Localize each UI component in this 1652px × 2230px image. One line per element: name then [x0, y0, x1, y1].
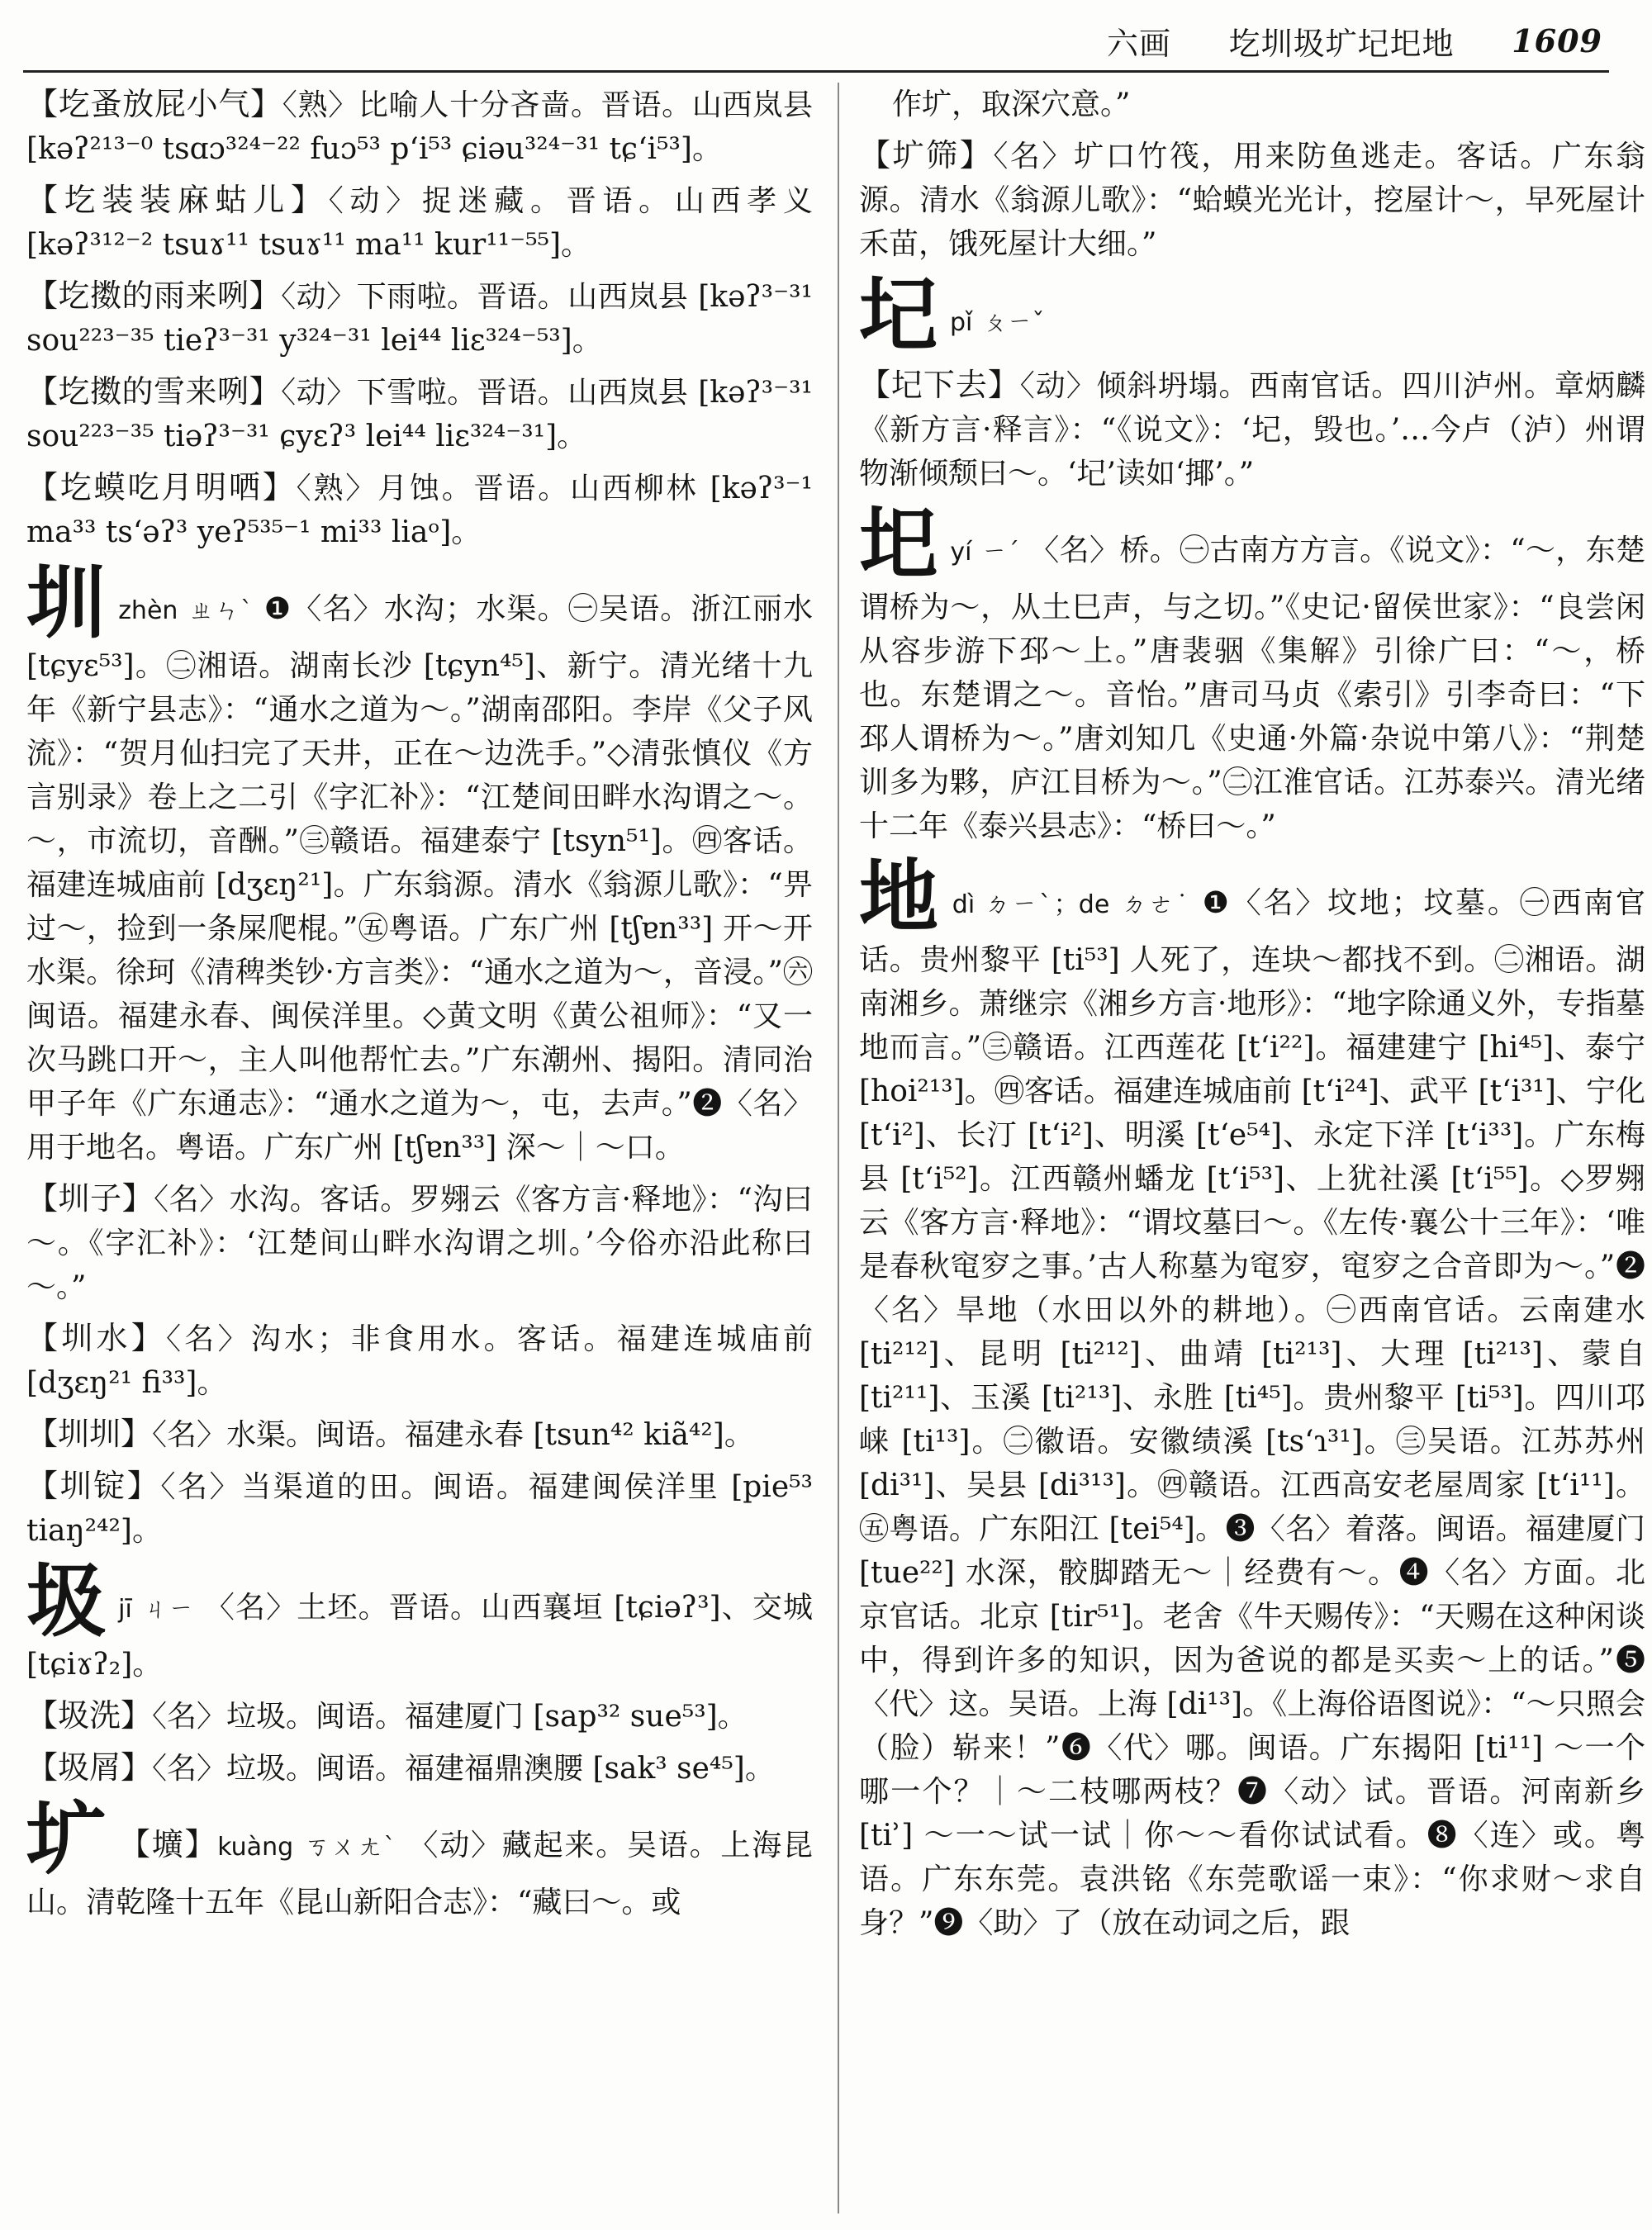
- definition: 〈动〉藏起来。吴语。上海昆山。清乾隆十五年《昆山新阳合志》：“藏曰～。或: [26, 1829, 813, 1919]
- headword: 【圾屑】: [26, 1749, 153, 1786]
- char-entry-ji: [26, 1554, 814, 1687]
- headword: 【圳水】: [26, 1320, 167, 1356]
- definition: 〈名〉当渠道的田。闽语。福建闽侯洋里 [pie⁵³ tiaŋ²⁴²]。: [26, 1470, 813, 1548]
- headword: 【圳子】: [26, 1180, 154, 1217]
- entry-zhentuan: [26, 1412, 813, 1457]
- definition: 〈动〉倾斜坍塌。西南官话。四川泸州。章炳麟《新方言·释言》：“《说文》：‘圮，毁也。’…今卢（泸）州谓物渐倾颓曰～。‘圮’读如‘揶’。”: [859, 369, 1645, 491]
- definition: 〈动〉捉迷藏。晋语。山西孝义 [kəʔ³¹²⁻² tsuɤ¹¹ tsuɤ¹¹ ma¹¹ kur¹¹⁻⁵⁵]。: [26, 184, 813, 262]
- headword: 【圾洗】: [26, 1697, 153, 1734]
- pinyin: yí: [950, 538, 972, 567]
- traditional-form: 【壙】: [118, 1826, 218, 1862]
- entry-gezao: [26, 83, 813, 171]
- header-section: 六画: [1107, 25, 1172, 62]
- headword: 【圪蟆吃月明哂】: [26, 469, 297, 505]
- pinyin: jī: [118, 1595, 132, 1624]
- definition: 〈名〉垃圾。闽语。福建福鼎澳腰 [sak³ se⁴⁵]。: [152, 1752, 775, 1786]
- definition: 〈熟〉月蚀。晋语。山西柳林 [kəʔ³⁻¹ ma³³ tsʻəʔ³ yeʔ⁵³⁵⁻¹ mi³³ liaᵒ]。: [26, 472, 813, 549]
- headword: 【圪擞的雨来咧】: [26, 278, 282, 314]
- pinyin: dì ㄉㄧˋ；de: [952, 890, 1110, 919]
- running-header: [1107, 17, 1602, 64]
- entry-gema: [26, 466, 813, 554]
- entry-pixiaqu: [859, 363, 1645, 496]
- headword: 【圪装装麻蛄儿】: [26, 182, 329, 218]
- entry-jixie: [26, 1746, 813, 1791]
- char-entry-pi: [859, 268, 1645, 361]
- definition: 〈名〉水沟。客话。罗翙云《客方言·释地》：“沟曰～。《字汇补》：‘江楚间山畔水沟谓之圳。’今俗亦沿此称曰～。”: [26, 1183, 813, 1304]
- char-entry-zhen: [26, 556, 814, 1170]
- definition: 〈名〉沟水；非食用水。客话。福建连城庙前 [dʒɛŋ²¹ fi³³]。: [26, 1322, 813, 1400]
- left-column: [26, 83, 813, 1932]
- definition: 〈名〉垃圾。闽语。福建厦门 [sap³² sue⁵³]。: [152, 1700, 748, 1734]
- definition: 〈动〉下雨啦。晋语。山西岚县 [kəʔ³⁻³¹ sou²²³⁻³⁵ tieʔ³⁻³¹ y³²⁴⁻³¹ lei⁴⁴ liɛ³²⁴⁻⁵³]。: [26, 280, 813, 358]
- header-chars: 圪圳圾圹圮圯地: [1228, 25, 1455, 62]
- page-number: 1609: [1512, 21, 1602, 59]
- headword: 【圪擞的雪来咧】: [26, 373, 282, 410]
- definition: 〈动〉下雪啦。晋语。山西岚县 [kəʔ³⁻³¹ sou²²³⁻³⁵ tiəʔ³⁻³¹ ɕyɛʔ³ lei⁴⁴ liɛ³²⁴⁻³¹]。: [26, 376, 813, 453]
- right-column: [859, 83, 1645, 1952]
- entry-jixi: [26, 1694, 813, 1739]
- headword: 【圪蚤放屁小气】: [26, 86, 282, 122]
- zhuyin: ㄐㄧ: [141, 1595, 195, 1624]
- definition: ❶〈名〉水沟；水渠。㊀吴语。浙江丽水 [tɕyɛ⁵³]。㊁湘语。湖南长沙 [tɕyn⁴⁵]、新宁。清光绪十九年《新宁县志》：“通水之道为～。”湖南邵阳。李岸《父子风流》：“贺月仙扫完了天井，正在～边洗手。”◇清张慎仪《方言别录》卷上之二引《字汇补》：“江楚间田畔水沟谓之～。～，市流切，音酬。”㊂赣语。福建泰宁 [tsyn⁵¹]。㊃客话。福建连城庙前 [dʒɛŋ²¹]。广东翁源。清水《翁源儿歌》：“畀过～，捡到一条屎爬棍。”㊄粤语。广东广州 [tʃɐn³³] 开～开水渠。徐珂《清稗类钞·方言类》：“通水之道为～，音浸。”㊅闽语。福建永春、闽侯洋里。◇黄文明《黄公祖师》：“又一次马跳口开～，主人叫他帮忙去。”广东潮州、揭阳。清同治甲子年《广东通志》：“通水之道为～，屯，去声。”❷〈名〉用于地名。粤语。广东广州 [tʃɐn³³] 深～｜～口。: [26, 592, 814, 1165]
- char-entry-kuang: [26, 1792, 813, 1924]
- entry-gesou-yu: [26, 274, 813, 363]
- zhuyin: ㄆㄧˇ: [982, 308, 1045, 337]
- char-headword: 圯: [859, 497, 939, 591]
- headword: 【圹筛】: [859, 137, 994, 173]
- pinyin: kuàng: [217, 1833, 294, 1862]
- definition: 作圹，取深穴意。”: [892, 88, 1131, 121]
- entry-continued: [859, 83, 1645, 126]
- definition: ❶〈名〉坟地；坟墓。㊀西南官话。贵州黎平 [ti⁵³] 人死了，连块～都找不到。㊁湘语。湖南湘乡。萧继宗《湘乡方言·地形》：“地字除通义外，专指墓地而言。”㊂赣语。江西莲花 [tʻi²²]。福建建宁 [hi⁴⁵]、泰宁 [hoi²¹³]。㊃客话。福建连城庙前 [tʻi²⁴]、武平 [tʻi³¹]、宁化 [tʻi²]、长汀 [tʻi²]、明溪 [tʻe⁵⁴]、永定下洋 [tʻi³³]。广东梅县 [tʻi⁵²]。江西赣州蟠龙 [tʻi⁵³]、上犹社溪 [tʻi⁵⁵]。◇罗翙云《客方言·释地》：“谓坟墓曰～。《左传·襄公十三年》：‘唯是春秋窀穸之事。’古人称墓为窀穸，窀穸之合音即为～。”❷〈名〉旱地（水田以外的耕地）。㊀西南官话。云南建水 [ti²¹²]、昆明 [ti²¹²]、曲靖 [ti²¹³]、大理 [ti²¹³]、蒙自 [ti²¹¹]、玉溪 [ti²¹³]、永胜 [ti⁴⁵]。贵州黎平 [ti⁵³]。四川邛崃 [ti¹³]。㊁徽语。安徽绩溪 [tsʻɿ³¹]。㊂吴语。江苏苏州 [di³¹]、吴县 [di³¹³]。㊃赣语。江西高安老屋周家 [tʻi¹¹]。㊄粤语。广东阳江 [tei⁵⁴]。❸〈名〉着落。闽语。福建厦门 [tue²²] 水深，骹脚踏无～｜经费有～。❹〈名〉方面。北京官话。北京 [tir⁵¹]。老舍《牛天赐传》：“天赐在这种闲谈中，得到许多的知识，因为爸说的都是买卖～上的话。”❺〈代〉这。吴语。上海 [di¹³]。《上海俗语图说》：“～只照会（脸）崭来！”❻〈代〉哪。闽语。广东揭阳 [ti¹¹] ～一个哪一个？｜～二枝哪两枝？❼〈动〉试。晋语。河南新乡 [tiʾ] ～一～试一试｜你～～看你试试看。❽〈连〉或。粤语。广东东莞。袁洪铭《东莞歌谣一束》：“你求财～求自身？”❾〈助〉了（放在动词之后，跟: [859, 886, 1646, 1940]
- definition: 〈名〉水渠。闽语。福建永春 [tsun⁴² kiã⁴²]。: [152, 1418, 754, 1452]
- char-headword: 圳: [26, 556, 107, 649]
- entry-zhenshui: [26, 1317, 813, 1405]
- column-divider: [838, 83, 839, 2213]
- char-headword: 圮: [859, 268, 938, 361]
- definition: 〈名〉土坯。晋语。山西襄垣 [tɕiəʔ³]、交城 [tɕiɤʔ₂]。: [26, 1591, 814, 1682]
- headword: 【圳圳】: [26, 1416, 153, 1452]
- headword: 【圮下去】: [859, 367, 1020, 403]
- entry-zhenzi: [26, 1177, 813, 1309]
- pinyin: pǐ: [950, 308, 973, 337]
- definition: 〈名〉圹口竹筏，用来防鱼逃走。客话。广东翁源。清水《翁源儿歌》：“蛤蟆光光计，挖屋计～，早死屋计禾苗，饿死屋计大细。”: [859, 140, 1645, 261]
- char-headword: 地: [859, 850, 941, 943]
- definition: 〈名〉桥。㊀古南方方言。《说文》：“～，东楚谓桥为～，从土巳声，与之切。”《史记·留侯世家》：“良尝闲从容步游下邳～上。”唐裴骃《集解》引徐广曰：“～，桥也。东楚谓之～。音怡。”唐司马贞《索引》引李奇曰：“下邳人谓桥为～。”唐刘知几《史通·外篇·杂说中第八》：“荆楚训多为夥，庐江目桥为～。”㊁江淮官话。江苏泰兴。清光绪十二年《泰兴县志》：“桥曰～。”: [859, 534, 1646, 843]
- header-rule: [23, 70, 1609, 73]
- char-headword: 圾: [26, 1554, 107, 1648]
- pinyin: zhèn: [118, 596, 178, 625]
- definition: 〈熟〉比喻人十分吝啬。晋语。山西岚县 [kəʔ²¹³⁻⁰ tsɑɔ³²⁴⁻²² fuɔ⁵³ pʻi⁵³ ɕiəu³²⁴⁻³¹ tɕʻi⁵³]。: [26, 88, 813, 166]
- zhuyin: ㄓㄣˋ: [188, 596, 254, 625]
- entry-gezhuang: [26, 178, 813, 267]
- char-entry-di: [859, 850, 1646, 1945]
- entry-kuangshai: [859, 134, 1645, 266]
- char-headword: 圹: [26, 1792, 107, 1886]
- entry-gesou-xue: [26, 370, 813, 458]
- zhuyin: ㄎㄨㄤˋ: [303, 1833, 398, 1862]
- zhuyin: ㄧˊ: [981, 538, 1020, 567]
- zhuyin: ㄉㄜ˙: [1119, 890, 1191, 919]
- char-entry-yi: [859, 497, 1646, 848]
- entry-zhending: [26, 1464, 813, 1553]
- headword: 【圳锭】: [26, 1468, 161, 1504]
